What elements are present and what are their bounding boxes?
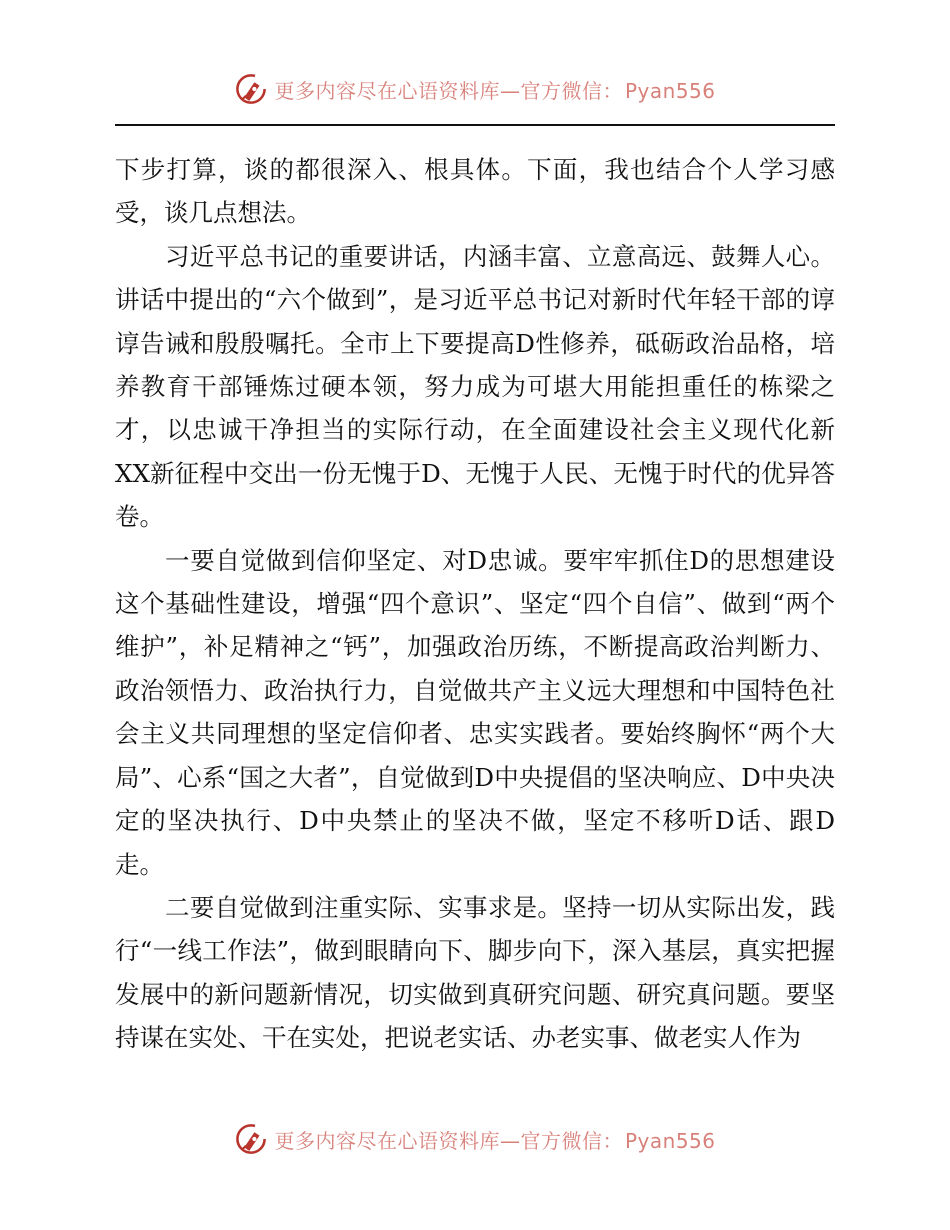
document-body: [115, 148, 835, 1060]
header-banner-text: 更多内容尽在心语资料库—官方微信： Pyan556: [274, 78, 716, 103]
pen-nib-logo-icon: [234, 1122, 268, 1156]
wechat-id: Pyan556: [624, 78, 716, 103]
footer-banner: [0, 1122, 950, 1156]
header-divider: [115, 124, 835, 126]
header-banner: [0, 72, 950, 106]
paragraph: 习近平总书记的重要讲话，内涵丰富、立意高远、鼓舞人心。讲话中提出的“六个做到”，是习近平总书记对新时代年轻干部的谆谆告诫和殷殷嘱托。全市上下要提高D性修养，砥砺政治品格，培养教育干部锤炼过硬本领，努力成为可堪大用能担重任的栋梁之才，以忠诚干净担当的实际行动，在全面建设社会主义现代化新XX新征程中交出一份无愧于D、无愧于人民、无愧于时代的优异答卷。: [115, 241, 835, 532]
pen-nib-logo-icon: [234, 72, 268, 106]
footer-banner-text: 更多内容尽在心语资料库—官方微信： Pyan556: [274, 1128, 716, 1153]
wechat-id: Pyan556: [624, 1128, 716, 1153]
paragraph: 一要自觉做到信仰坚定、对D忠诚。要牢牢抓住D的思想建设这个基础性建设，增强“四个意识”、坚定“四个自信”、做到“两个维护”，补足精神之“钙”，加强政治历练，不断提高政治判断力、政治领悟力、政治执行力，自觉做共产主义远大理想和中国特色社会主义共同理想的坚定信仰者、忠实实践者。要始终胸怀“两个大局”、心系“国之大者”，自觉做到D中央提倡的坚决响应、D中央决定的坚决执行、D中央禁止的坚决不做，坚定不移听D话、跟D走。: [115, 545, 835, 879]
paragraph-continuation: 下步打算，谈的都很深入、根具体。下面，我也结合个人学习感受，谈几点想法。: [115, 155, 835, 228]
paragraph: 二要自觉做到注重实际、实事求是。坚持一切从实际出发，践行“一线工作法”，做到眼睛向下、脚步向下，深入基层，真实把握发展中的新问题新情况，切实做到真研究问题、研究真问题。要坚持谋在实处、干在实处，把说老实话、办老实事、做老实人作为: [115, 892, 835, 1053]
